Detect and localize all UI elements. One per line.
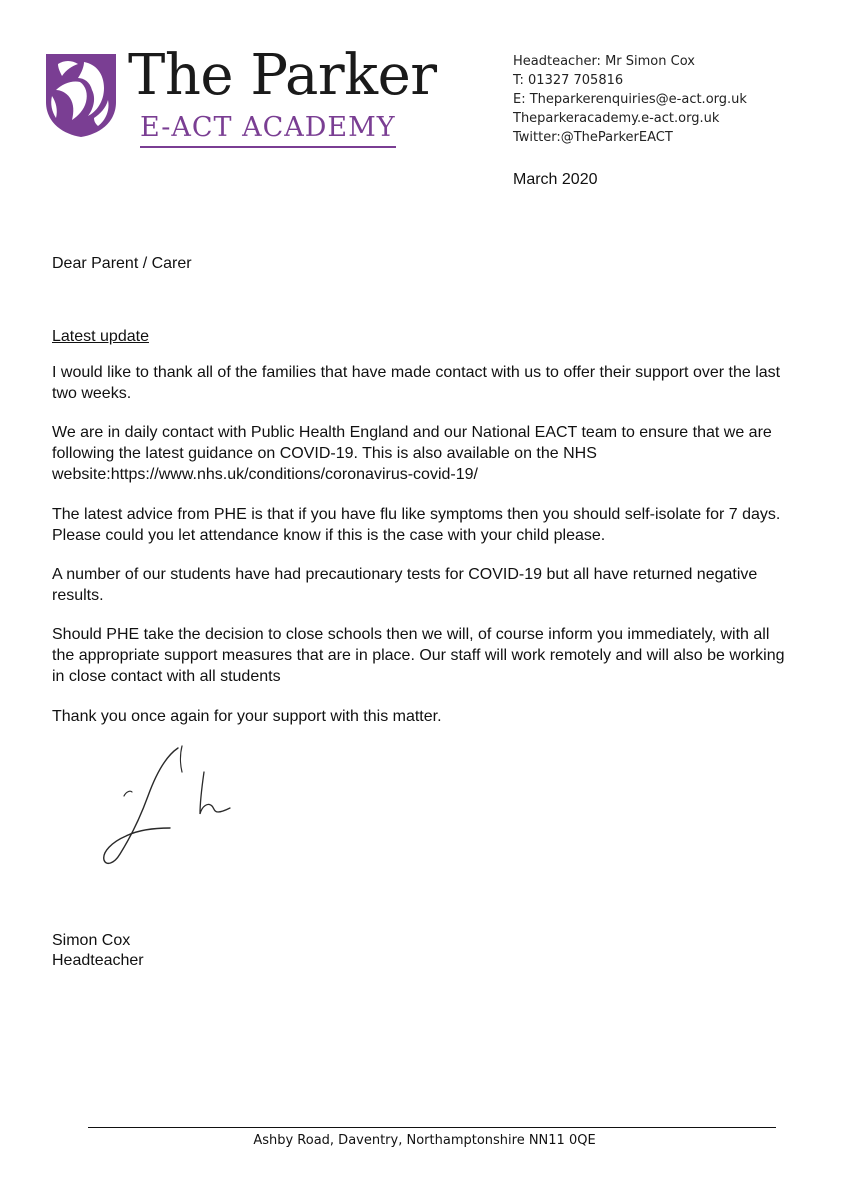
salutation: Dear Parent / Carer (52, 255, 192, 272)
contact-block (513, 52, 747, 147)
letter-date: March 2020 (513, 171, 598, 188)
logo-title: The Parker (128, 43, 437, 108)
website-line: Theparkeracademy.e-act.org.uk (513, 111, 720, 126)
twitter-line: Twitter:@TheParkerEACT (513, 130, 673, 145)
handwritten-signature (96, 742, 236, 872)
academy-lion-logo-icon (44, 52, 118, 138)
signer-title: Headteacher (52, 952, 144, 969)
headteacher-line: Headteacher: Mr Simon Cox (513, 54, 695, 69)
paragraph-thanks: I would like to thank all of the families that have made contact with us to offer their support over the last two weeks. (52, 364, 781, 402)
signoff-block (52, 931, 144, 971)
paragraph-tests: A number of our students have had precautionary tests for COVID-19 but all have returned negative results. (52, 566, 758, 604)
footer-divider (88, 1127, 776, 1128)
phone-line: T: 01327 705816 (513, 73, 624, 88)
paragraph-closure: Should PHE take the decision to close schools then we will, of course inform you immediately, with all the appropriate support measures that are in place. Our staff will work remotely and will also be working in close contact with all students (52, 626, 785, 685)
signer-name: Simon Cox (52, 932, 131, 949)
logo-divider (140, 146, 396, 148)
section-heading: Latest update (52, 328, 149, 345)
paragraph-advice: The latest advice from PHE is that if you have flu like symptoms then you should self-isolate for 7 days. Please could you let attendance know if this is the case with your child please. (52, 506, 781, 544)
paragraph-closing-thanks: Thank you once again for your support with this matter. (52, 708, 442, 725)
footer-address: Ashby Road, Daventry, Northamptonshire NN11 0QE (253, 1133, 596, 1148)
paragraph-guidance: We are in daily contact with Public Health England and our National EACT team to ensure that we are following the latest guidance on COVID-19. This is also available on the NHS website:https://www.nhs.uk/conditions/coronavirus-covid-19/ (52, 424, 772, 483)
email-line: E: Theparkerenquiries@e-act.org.uk (513, 92, 747, 107)
logo-subtitle: E-ACT ACADEMY (140, 112, 396, 143)
